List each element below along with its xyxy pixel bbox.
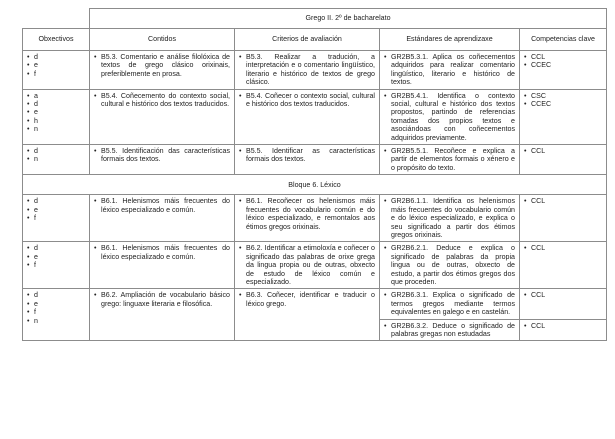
objectives-cell: [23, 89, 90, 144]
objectives-list: [27, 53, 85, 78]
criterion-text: B6.2. Identificar a etimoloxía e coñecer o significado das palabras de orixe grega da lingua propia ou de outras, obxecto de estudo de léxico común e especializado.: [246, 244, 375, 286]
competences-list: [524, 147, 602, 155]
criterion-cell: [235, 289, 380, 341]
content-cell: [90, 242, 235, 289]
header-objectives: Obxectivos: [23, 29, 90, 51]
bullet: •: [239, 244, 242, 253]
content-cell: [90, 51, 235, 90]
standard-text: GR2B6.3.1. Explica o significado de termos gregos mediante termos equivalentes en galego e en castelán.: [391, 291, 515, 317]
objective-item: • e: [27, 108, 85, 116]
competences-list: [524, 244, 602, 252]
table-title: Grego II. 2º de bacharelato: [90, 9, 607, 29]
objective-item: • d: [27, 100, 85, 108]
competences-cell: [520, 319, 607, 341]
standard-cell: [380, 242, 520, 289]
bullet: •: [384, 53, 387, 61]
objectives-cell: [23, 195, 90, 242]
content-cell: [90, 195, 235, 242]
competence-item: • CCL: [524, 244, 602, 252]
objective-item: • n: [27, 125, 85, 133]
bullet: •: [94, 291, 97, 300]
standard-cell: [380, 319, 520, 341]
standard-text: GR2B5.4.1. Identifica o contexto social, cultural e histórico dos textos propostos, partindo de referencias tomadas dos propios textos e asociándoas con coñecementos adquiridos previamente.: [391, 91, 515, 142]
standard-cell: [380, 89, 520, 144]
content-text: B5.4. Coñecemento do contexto social, cultural e histórico dos textos traducidos.: [101, 91, 230, 109]
competence-item: • CCL: [524, 53, 602, 61]
bullet: •: [384, 291, 387, 300]
objective-item: • f: [27, 70, 85, 78]
bullet: •: [239, 91, 242, 100]
content-cell: [90, 289, 235, 341]
competences-list: [524, 53, 602, 70]
criterion-text: B6.1. Recoñecer os helenismos máis frecuentes do vocabulario común e do léxico especializado, e remontalos aos étimos gregos orixinais.: [246, 197, 375, 231]
table-row: [23, 145, 607, 175]
objective-item: • h: [27, 117, 85, 125]
criterion-cell: [235, 51, 380, 90]
objective-item: • d: [27, 147, 85, 155]
objectives-list: [27, 197, 85, 222]
blank-corner-cell: [23, 9, 90, 29]
standard-cell: [380, 195, 520, 242]
objective-item: • n: [27, 317, 85, 325]
criterion-cell: [235, 145, 380, 175]
objectives-list: [27, 92, 85, 134]
criterion-cell: [235, 89, 380, 144]
competence-item: • CCL: [524, 291, 602, 299]
block-heading-row: [23, 175, 607, 195]
standard-text: GR2B5.5.1. Recoñece e explica a partir de elementos formais o xénero e o propósito do texto.: [391, 147, 515, 172]
table-row: [23, 89, 607, 144]
block-title: Bloque 6. Léxico: [23, 175, 607, 195]
objectives-cell: [23, 145, 90, 175]
standard-cell: [380, 51, 520, 90]
bullet: •: [239, 197, 242, 206]
objectives-list: [27, 291, 85, 325]
objective-item: • f: [27, 261, 85, 269]
bullet: •: [384, 197, 387, 206]
objectives-cell: [23, 242, 90, 289]
header-contents: Contidos: [90, 29, 235, 51]
objective-item: • e: [27, 61, 85, 69]
objective-item: • e: [27, 253, 85, 261]
criterion-text: B5.3. Realizar a tradución, a interpretación e o comentario lingüístico, literario e histórico de textos de grego clásico.: [246, 53, 375, 87]
competences-cell: [520, 195, 607, 242]
criterion-cell: [235, 242, 380, 289]
standard-text: GR2B6.3.2. Deduce o significado de palabras gregas non estudadas: [391, 321, 515, 338]
bullet: •: [239, 291, 242, 300]
competences-list: [524, 291, 602, 299]
table-row: [23, 289, 607, 319]
objective-item: • d: [27, 291, 85, 299]
table-row: [23, 195, 607, 242]
competences-cell: [520, 89, 607, 144]
competence-item: • CCEC: [524, 100, 602, 108]
criterion-text: B6.3. Coñecer, identificar e traducir o léxico grego.: [246, 291, 375, 308]
bullet: •: [94, 53, 97, 61]
standard-text: GR2B5.3.1. Aplica os coñecementos adquiridos para realizar comentario lingüístico, literario e histórico de textos.: [391, 53, 515, 87]
objective-item: • f: [27, 214, 85, 222]
objective-item: • d: [27, 53, 85, 61]
criterion-text: B5.5. Identificar as características formais dos textos.: [246, 147, 375, 164]
bullet: •: [384, 244, 387, 253]
bullet: •: [239, 147, 242, 156]
objectives-cell: [23, 51, 90, 90]
standard-cell: [380, 145, 520, 175]
content-text: B6.1. Helenismos máis frecuentes do léxico especializado e común.: [101, 244, 230, 261]
curriculum-table: [22, 8, 607, 341]
competences-list: [524, 197, 602, 205]
criterion-cell: [235, 195, 380, 242]
header-row: [23, 29, 607, 51]
objective-item: • f: [27, 308, 85, 316]
header-standards: Estándares de aprendizaxe: [380, 29, 520, 51]
objectives-list: [27, 147, 85, 164]
objectives-cell: [23, 289, 90, 341]
table-row: [23, 242, 607, 289]
bullet: •: [384, 321, 387, 330]
bullet: •: [384, 91, 387, 100]
content-text: B5.5. Identificación das características formais dos textos.: [101, 147, 230, 164]
competences-cell: [520, 51, 607, 90]
bullet: •: [94, 197, 97, 206]
bullet: •: [239, 53, 242, 61]
competence-item: • CCEC: [524, 61, 602, 69]
table-row: [23, 51, 607, 90]
bullet: •: [94, 244, 97, 253]
competences-list: [524, 92, 602, 109]
objective-item: • d: [27, 197, 85, 205]
objective-item: • n: [27, 155, 85, 163]
competence-item: • CSC: [524, 92, 602, 100]
objectives-list: [27, 244, 85, 269]
bullet: •: [384, 147, 387, 156]
competence-item: • CCL: [524, 197, 602, 205]
content-cell: [90, 145, 235, 175]
competences-list: [524, 322, 602, 330]
competences-cell: [520, 242, 607, 289]
bullet: •: [94, 91, 97, 100]
content-cell: [90, 89, 235, 144]
objective-item: • a: [27, 92, 85, 100]
objective-item: • e: [27, 300, 85, 308]
standard-cell: [380, 289, 520, 319]
competences-cell: [520, 289, 607, 319]
content-text: B6.1. Helenismos máis frecuentes do léxico especializado e común.: [101, 197, 230, 214]
objective-item: • d: [27, 244, 85, 252]
content-text: B5.3. Comentario e análise filolóxica de textos de grego clásico orixinais, preferiblemente en prosa.: [101, 53, 230, 78]
standard-text: GR2B6.1.1. Identifica os helenismos máis frecuentes do vocabulario común e do léxico especializado, e explica o seu significado a partir dos étimos gregos orixinais.: [391, 197, 515, 239]
competence-item: • CCL: [524, 322, 602, 330]
bullet: •: [94, 147, 97, 156]
competences-cell: [520, 145, 607, 175]
competence-item: • CCL: [524, 147, 602, 155]
criterion-text: B5.4. Coñecer o contexto social, cultural e histórico dos textos traducidos.: [246, 91, 375, 109]
objective-item: • e: [27, 206, 85, 214]
header-criteria: Criterios de avaliación: [235, 29, 380, 51]
content-text: B6.2. Ampliación de vocabulario básico grego: linguaxe literaria e filosófica.: [101, 291, 230, 308]
header-competences: Competencias clave: [520, 29, 607, 51]
standard-text: GR2B6.2.1. Deduce e explica o significado de palabras da propia lingua ou de outras, obxecto de estudo, a partir dos étimos gregos dos que proceden.: [391, 244, 515, 286]
